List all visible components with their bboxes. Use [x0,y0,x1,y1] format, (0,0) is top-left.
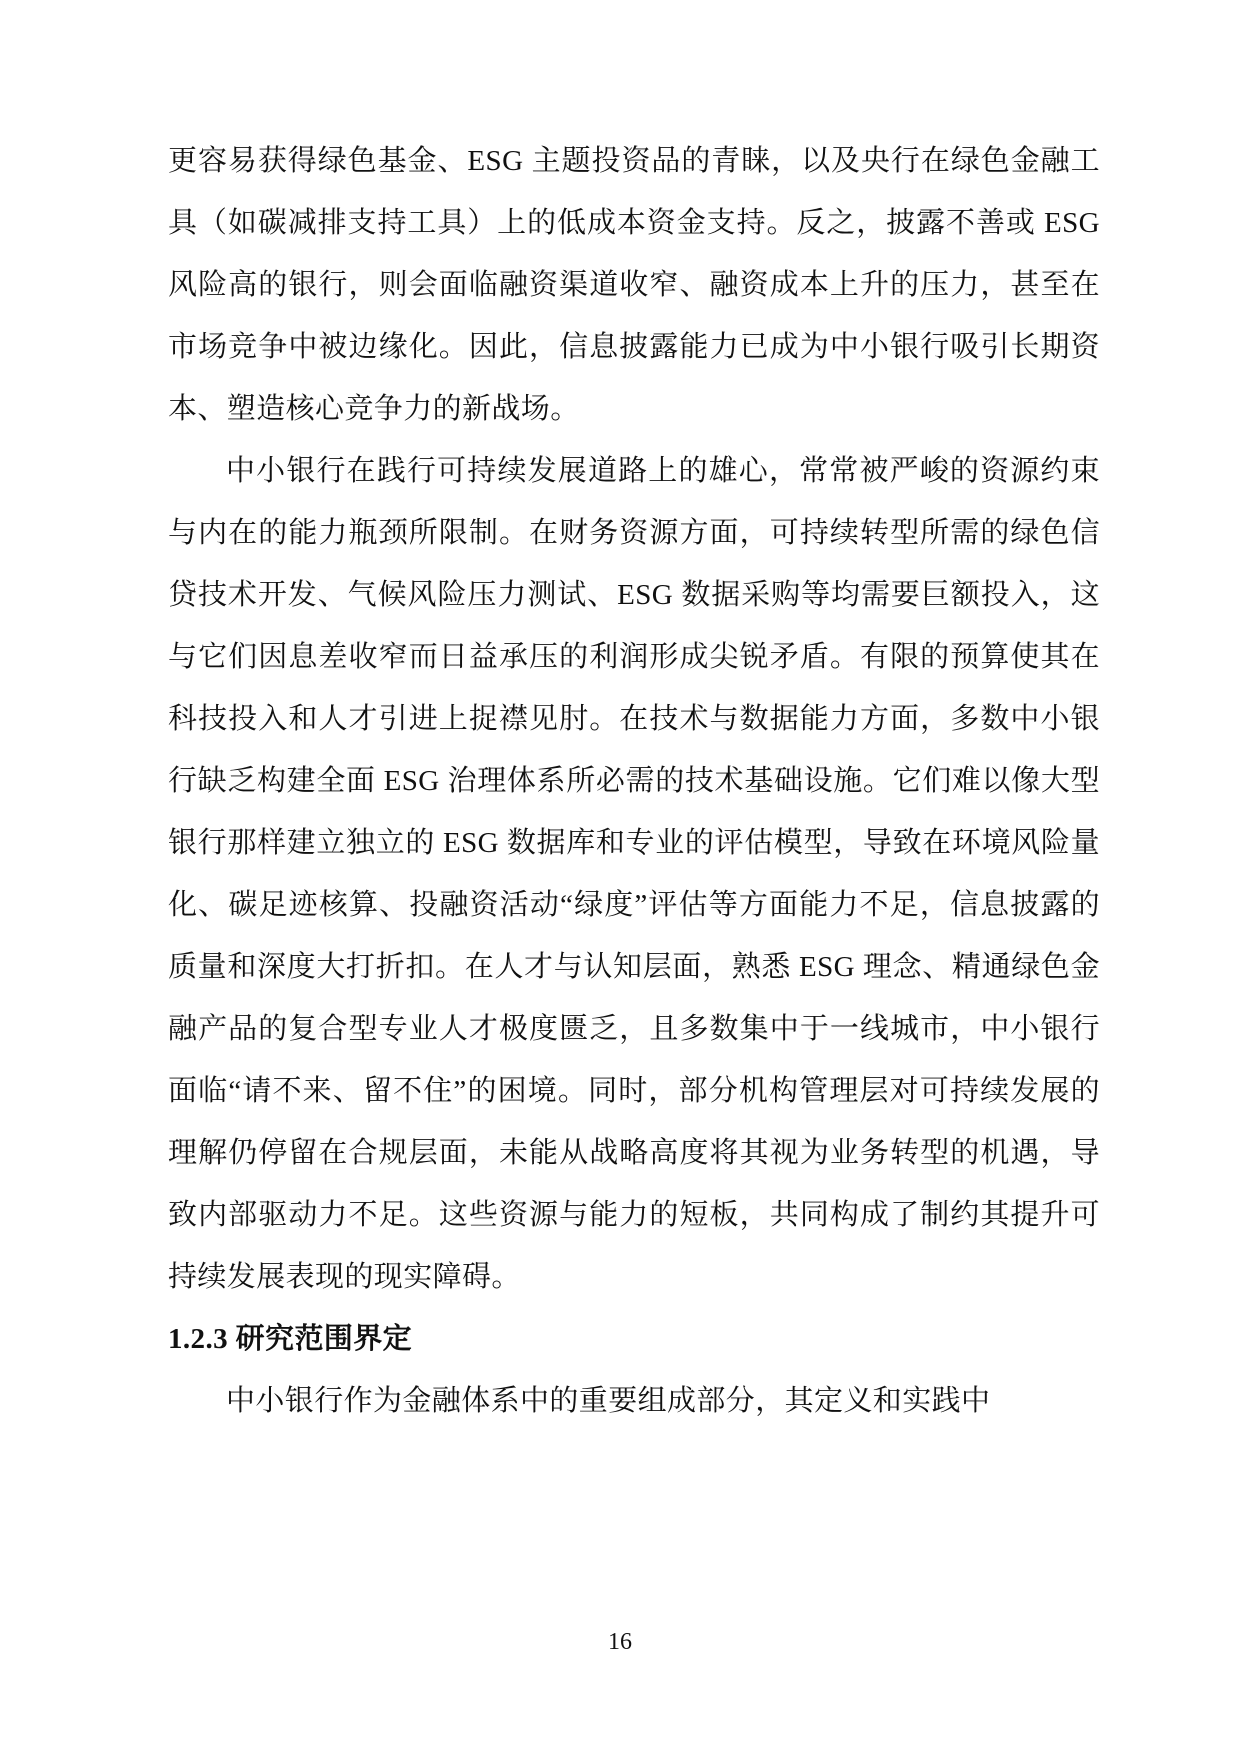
page-content [168,130,1100,1432]
paragraph-3: 中小银行作为金融体系中的重要组成部分，其定义和实践中 [226,1385,991,1417]
paragraph-2: 中小银行在践行可持续发展道路上的雄心，常常被严峻的资源约束与内在的能力瓶颈所限制。在财务资源方面，可持续转型所需的绿色信贷技术开发、气候风险压力测试、ESG 数据采购等均需要巨额投入，这与它们因息差收窄而日益承压的利润形成尖锐矛盾。有限的预算使其在科技投入和人才引进上捉襟见肘。在技术与数据能力方面，多数中小银行缺乏构建全面 ESG 治理体系所必需的技术基础设施。它们难以像大型银行那样建立独立的 ESG 数据库和专业的评估模型，导致在环境风险量化、碳足迹核算、投融资活动“绿度”评估等方面能力不足，信息披露的质量和深度大打折扣。在人才与认知层面，熟悉 ESG 理念、精通绿色金融产品的复合型专业人才极度匮乏，且多数集中于一线城市，中小银行面临“请不来、留不住”的困境。同时，部分机构管理层对可持续发展的理解仍停留在合规层面，未能从战略高度将其视为业务转型的机遇，导致内部驱动力不足。这些资源与能力的短板，共同构成了制约其提升可持续发展表现的现实障碍。 [168,455,1100,1293]
section-heading-1-2-3: 1.2.3 研究范围界定 [168,1323,413,1355]
page-number: 16 [608,1629,632,1655]
paragraph-1: 更容易获得绿色基金、ESG 主题投资品的青睐，以及央行在绿色金融工具（如碳减排支持工具）上的低成本资金支持。反之，披露不善或 ESG 风险高的银行，则会面临融资渠道收窄、融资成本上升的压力，甚至在市场竞争中被边缘化。因此，信息披露能力已成为中小银行吸引长期资本、塑造核心竞争力的新战场。 [168,145,1100,425]
